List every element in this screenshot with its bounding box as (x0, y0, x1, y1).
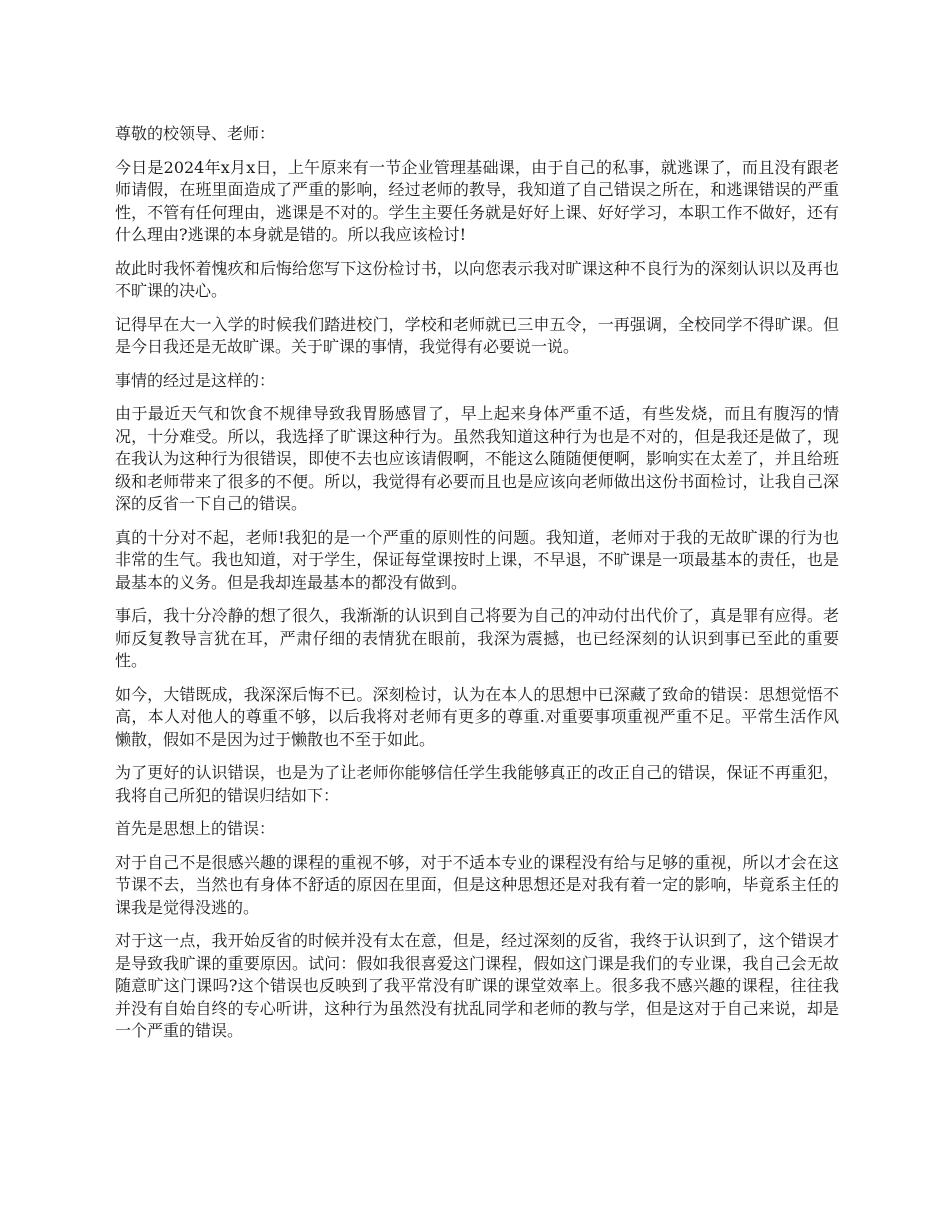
paragraph: 如今，大错既成，我深深后悔不已。深刻检讨，认为在本人的思想中已深藏了致命的错误：思想觉悟不高，本人对他人的尊重不够，以后我将对老师有更多的尊重.对重要事项重视严重不足。平常生活作风懒散，假如不是因为过于懒散也不至于如此。 (115, 684, 839, 749)
paragraph: 今日是2024年x月x日，上午原来有一节企业管理基础课，由于自己的私事，就逃课了，而且没有跟老师请假，在班里面造成了严重的影响，经过老师的教导，我知道了自己错误之所在，和逃课错误的严重性，不管有任何理由，逃课是不对的。学生主要任务就是好好上课、好好学习，本职工作不做好，还有什么理由?逃课的本身就是错的。所以我应该检讨! (115, 157, 839, 244)
paragraph: 真的十分对不起，老师!我犯的是一个严重的原则性的问题。我知道，老师对于我的无故旷课的行为也非常的生气。我也知道，对于学生，保证每堂课按时上课，不早退，不旷课是一项最基本的责任，也是最基本的义务。但是我却连最基本的都没有做到。 (115, 527, 839, 592)
paragraph: 事后，我十分冷静的想了很久，我渐渐的认识到自己将要为自己的冲动付出代价了，真是罪有应得。老师反复教导言犹在耳，严肃仔细的表情犹在眼前，我深为震撼，也已经深刻的认识到事已至此的重要性。 (115, 606, 839, 670)
paragraph: 对于自己不是很感兴趣的课程的重视不够，对于不适本专业的课程没有给与足够的重视，所以才会在这节课不去，当然也有身体不舒适的原因在里面，但是这种思想还是对我有着一定的影响，毕竟系主任的课我是觉得没逃的。 (115, 852, 839, 917)
paragraph: 由于最近天气和饮食不规律导致我胃肠感冒了，早上起来身体严重不适，有些发烧，而且有腹泻的情况，十分难受。所以，我选择了旷课这种行为。虽然我知道这种行为也是不对的，但是我还是做了，现在我认为这种行为很错误，即使不去也应该请假啊，不能这么随随便便啊，影响实在太差了，并且给班级和老师带来了很多的不便。所以，我觉得有必要而且也是应该向老师做出这份书面检讨，让我自己深深的反省一下自己的错误。 (115, 404, 839, 513)
paragraph: 首先是思想上的错误： (115, 819, 276, 838)
paragraph: 事情的经过是这样的： (115, 370, 276, 390)
paragraph: 记得早在大一入学的时候我们踏进校门，学校和老师就已三申五令，一再强调，全校同学不得旷课。但是今日我还是无故旷课。关于旷课的事情，我觉得有必要说一说。 (115, 314, 839, 356)
paragraph: 为了更好的认识错误，也是为了让老师你能够信任学生我能够真正的改正自己的错误，保证不再重犯，我将自己所犯的错误归结如下： (115, 763, 839, 805)
paragraph: 故此时我怀着愧疚和后悔给您写下这份检讨书，以向您表示我对旷课这种不良行为的深刻认识以及再也不旷课的决心。 (115, 258, 839, 300)
paragraph: 对于这一点，我开始反省的时候并没有太在意，但是，经过深刻的反省，我终于认识到了，这个错误才是导致我旷课的重要原因。试问：假如我很喜爱这门课程，假如这门课是我们的专业课，我自己会无故随意旷这门课吗?这个错误也反映到了我平常没有旷课的课堂效率上。很多我不感兴趣的课程，往往我并没有自始自终的专心听讲，这种行为虽然没有扰乱同学和老师的教与学，但是这对于自己来说，却是一个严重的错误。 (115, 931, 839, 1040)
letter-body (115, 123, 839, 1054)
salutation: 尊敬的校领导、老师： (115, 124, 276, 143)
